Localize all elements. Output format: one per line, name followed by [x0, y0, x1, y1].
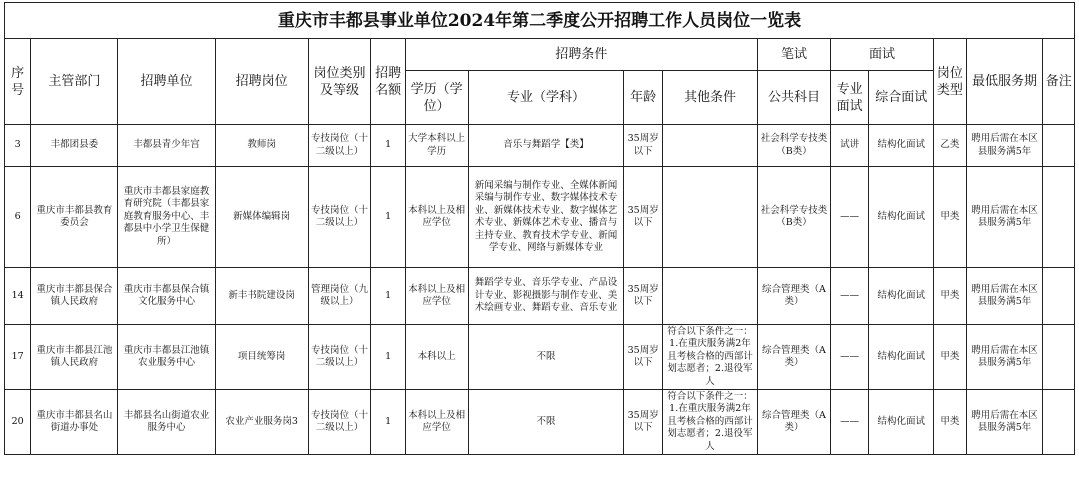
- cell-prof-interview: ——: [830, 325, 868, 390]
- cell-post-type: 甲类: [934, 325, 966, 390]
- cell-public-subject: 社会科学专技类（B类）: [758, 167, 831, 268]
- cell-unit: 丰都县名山街道农业服务中心: [118, 390, 215, 455]
- header-prof-interview: 专业面试: [830, 71, 868, 125]
- cell-public-subject: 综合管理类（A类）: [758, 268, 831, 325]
- cell-other: 符合以下条件之一：1.在重庆服务满2年且考核合格的西部计划志愿者；2.退役军人: [662, 390, 757, 455]
- cell-unit: 重庆市丰都县保合镇文化服务中心: [118, 268, 215, 325]
- cell-position: 农业产业服务岗3: [215, 390, 308, 455]
- cell-quota: 1: [371, 325, 405, 390]
- header-education: 学历（学位）: [405, 71, 468, 125]
- cell-position: 教师岗: [215, 125, 308, 167]
- cell-remark: [1043, 268, 1075, 325]
- header-min-service: 最低服务期: [966, 39, 1043, 125]
- header-dept: 主管部门: [31, 39, 118, 125]
- cell-post-type: 甲类: [934, 167, 966, 268]
- cell-seq: 6: [5, 167, 31, 268]
- cell-position: 项目统筹岗: [215, 325, 308, 390]
- cell-quota: 1: [371, 125, 405, 167]
- cell-comp-interview: 结构化面试: [869, 390, 934, 455]
- cell-quota: 1: [371, 268, 405, 325]
- table-row: [5, 325, 1075, 390]
- cell-education: 大学本科以上学历: [405, 125, 468, 167]
- cell-age: 35周岁以下: [624, 390, 662, 455]
- header-post-type: 岗位类型: [934, 39, 966, 125]
- cell-seq: 14: [5, 268, 31, 325]
- cell-major: 音乐与舞蹈学【类】: [468, 125, 624, 167]
- table-title: 重庆市丰都县事业单位2024年第二季度公开招聘工作人员岗位一览表: [4, 2, 1075, 38]
- cell-seq: 3: [5, 125, 31, 167]
- header-public-subject: 公共科目: [758, 71, 831, 125]
- cell-education: 本科以上及相应学位: [405, 390, 468, 455]
- header-category: 岗位类别及等级: [308, 39, 371, 125]
- header-age: 年龄: [624, 71, 662, 125]
- cell-position: 新媒体编辑岗: [215, 167, 308, 268]
- cell-other: [662, 268, 757, 325]
- header-interview: 面试: [830, 39, 933, 71]
- cell-education: 本科以上: [405, 325, 468, 390]
- cell-other: [662, 167, 757, 268]
- cell-post-type: 甲类: [934, 268, 966, 325]
- job-table: [4, 38, 1075, 455]
- cell-category: 专技岗位（十二级以上）: [308, 125, 371, 167]
- cell-post-type: 甲类: [934, 390, 966, 455]
- cell-age: 35周岁以下: [624, 325, 662, 390]
- cell-public-subject: 社会科学专技类（B类）: [758, 125, 831, 167]
- cell-comp-interview: 结构化面试: [869, 325, 934, 390]
- cell-major: 不限: [468, 325, 624, 390]
- cell-dept: 丰都团县委: [31, 125, 118, 167]
- cell-seq: 20: [5, 390, 31, 455]
- header-unit: 招聘单位: [118, 39, 215, 125]
- header-seq: 序号: [5, 39, 31, 125]
- header-written: 笔试: [758, 39, 831, 71]
- cell-other: 符合以下条件之一：1.在重庆服务满2年且考核合格的西部计划志愿者；2.退役军人: [662, 325, 757, 390]
- cell-major: 新闻采编与制作专业、全媒体新闻采编与制作专业、数字媒体技术专业、新媒体技术专业、数字媒体艺术专业、新媒体艺术专业、播音与主持专业、教育技术学专业、新闻学专业、网络与新媒体专业: [468, 167, 624, 268]
- header-major: 专业（学科）: [468, 71, 624, 125]
- cell-category: 专技岗位（十二级以上）: [308, 167, 371, 268]
- cell-dept: 重庆市丰都县教育委员会: [31, 167, 118, 268]
- cell-remark: [1043, 325, 1075, 390]
- header-other: 其他条件: [662, 71, 757, 125]
- cell-comp-interview: 结构化面试: [869, 125, 934, 167]
- cell-dept: 重庆市丰都县江池镇人民政府: [31, 325, 118, 390]
- cell-major: 不限: [468, 390, 624, 455]
- table-row: [5, 167, 1075, 268]
- cell-major: 舞蹈学专业、音乐学专业、产品设计专业、影视摄影与制作专业、美术绘画专业、舞蹈专业、音乐专业: [468, 268, 624, 325]
- table-row: [5, 125, 1075, 167]
- cell-prof-interview: ——: [830, 268, 868, 325]
- cell-min-service: 聘用后需在本区县服务满5年: [966, 268, 1043, 325]
- table-body: [5, 125, 1075, 455]
- cell-unit: 重庆市丰都县江池镇农业服务中心: [118, 325, 215, 390]
- cell-position: 新丰书院建设岗: [215, 268, 308, 325]
- cell-unit: 丰都县青少年宫: [118, 125, 215, 167]
- cell-education: 本科以上及相应学位: [405, 167, 468, 268]
- cell-education: 本科以上及相应学位: [405, 268, 468, 325]
- cell-min-service: 聘用后需在本区县服务满5年: [966, 325, 1043, 390]
- cell-category: 管理岗位（九级以上）: [308, 268, 371, 325]
- header-remark: 备注: [1043, 39, 1075, 125]
- cell-dept: 重庆市丰都县保合镇人民政府: [31, 268, 118, 325]
- cell-age: 35周岁以下: [624, 167, 662, 268]
- header-comp-interview: 综合面试: [869, 71, 934, 125]
- document-page: [0, 2, 1079, 481]
- cell-age: 35周岁以下: [624, 268, 662, 325]
- table-row: [5, 268, 1075, 325]
- cell-quota: 1: [371, 390, 405, 455]
- header-conditions: 招聘条件: [405, 39, 757, 71]
- cell-comp-interview: 结构化面试: [869, 268, 934, 325]
- cell-age: 35周岁以下: [624, 125, 662, 167]
- cell-seq: 17: [5, 325, 31, 390]
- cell-min-service: 聘用后需在本区县服务满5年: [966, 167, 1043, 268]
- table-row: [5, 390, 1075, 455]
- cell-public-subject: 综合管理类（A类）: [758, 325, 831, 390]
- cell-post-type: 乙类: [934, 125, 966, 167]
- cell-unit: 重庆市丰都县家庭教育研究院（丰都县家庭教育服务中心、丰都县中小学卫生保健所）: [118, 167, 215, 268]
- cell-quota: 1: [371, 167, 405, 268]
- cell-dept: 重庆市丰都县名山街道办事处: [31, 390, 118, 455]
- header-position: 招聘岗位: [215, 39, 308, 125]
- cell-min-service: 聘用后需在本区县服务满5年: [966, 125, 1043, 167]
- cell-other: [662, 125, 757, 167]
- cell-prof-interview: ——: [830, 167, 868, 268]
- cell-prof-interview: ——: [830, 390, 868, 455]
- cell-remark: [1043, 167, 1075, 268]
- cell-remark: [1043, 125, 1075, 167]
- cell-remark: [1043, 390, 1075, 455]
- header-quota: 招聘名额: [371, 39, 405, 125]
- cell-comp-interview: 结构化面试: [869, 167, 934, 268]
- cell-prof-interview: 试讲: [830, 125, 868, 167]
- cell-category: 专技岗位（十二级以上）: [308, 325, 371, 390]
- cell-min-service: 聘用后需在本区县服务满5年: [966, 390, 1043, 455]
- cell-category: 专技岗位（十二级以上）: [308, 390, 371, 455]
- cell-public-subject: 综合管理类（A类）: [758, 390, 831, 455]
